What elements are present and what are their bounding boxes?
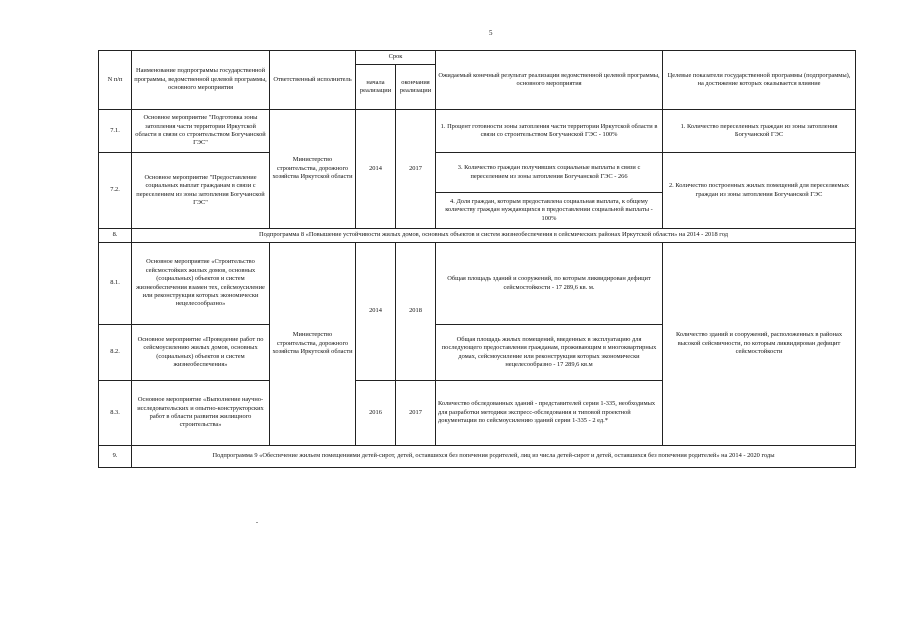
header-targets: Целевые показатели государственной программы (подпрограммы), на достижение которых оказывается влияние: [663, 51, 856, 110]
row-num: 8.2.: [99, 325, 132, 381]
row-executor: Министерство строительства, дорожного хозяйства Иркутской области: [270, 110, 356, 229]
row-name: Основное мероприятие "Подготовка зоны затопления части территории Иркутской области в связи со строительством Богучанской ГЭС": [132, 110, 270, 153]
row-start: 2014: [356, 243, 396, 381]
row-result: 3. Количество граждан получивших социальные выплаты в связи с переселением из зоны затопления Богучанской ГЭС - 266: [436, 153, 663, 193]
row-name: Основное мероприятие «Выполнение научно-исследовательских и опытно-конструкторских работ в области развития жилищного строительства»: [132, 381, 270, 446]
row-num: 9.: [99, 446, 132, 468]
header-start: начала реализации: [356, 65, 396, 110]
table-row-7-2: [99, 153, 856, 193]
row-result: 4. Доля граждан, которым предоставлена социальная выплата, к общему количеству граждан нуждающихся в предоставлении социальной выплаты - 100%: [436, 193, 663, 229]
row-target: 2. Количество построенных жилых помещений для переселяемых граждан из зоны затопления Богучанской ГЭС: [663, 153, 856, 229]
row-num: 8.: [99, 229, 132, 243]
header-name: Наименование подпрограммы государственной программы, ведомственной целевой программы, основного мероприятия: [132, 51, 270, 110]
row-end: 2018: [396, 243, 436, 381]
subprogram-title: Подпрограмма 8 «Повышение устойчивости жилых домов, основных объектов и систем жизнеобеспечения в сейсмических районах Иркутской области» на 2014 - 2018 год: [132, 229, 856, 243]
header-term: Срок: [356, 51, 436, 65]
row-num: 8.3.: [99, 381, 132, 446]
row-end: 2017: [396, 381, 436, 446]
row-result: 1. Процент готовности зоны затопления части территории Иркутской области в связи со строительством Богучанской ГЭС - 100%: [436, 110, 663, 153]
row-name: Основное мероприятие «Проведение работ по сейсмоусилению жилых домов, основных (социальных) объектов и систем жизнеобеспечения»: [132, 325, 270, 381]
row-result: Общая площадь жилых помещений, введенных в эксплуатацию для последующего предоставления гражданам, проживающим в многоквартирных домах, сейсмоусиление или реконструкция которых экономически нецелесообразно - 17 289,6 кв.м: [436, 325, 663, 381]
row-start: 2016: [356, 381, 396, 446]
row-target: Количество зданий и сооружений, расположенных в районах высокой сейсмичности, по которым ликвидирован дефицит сейсмостойкости: [663, 243, 856, 446]
header-result: Ожидаемый конечный результат реализации ведомственной целевой программы, основного мероприятия: [436, 51, 663, 110]
row-num: 7.1.: [99, 110, 132, 153]
subprogram-row-9: [99, 446, 856, 468]
header-row: [99, 51, 856, 65]
subprogram-title: Подпрограмма 9 «Обеспечение жильем помещениями детей-сирот, детей, оставшихся без попечения родителей, лиц из числа детей-сирот и детей, оставшихся без попечения родителей» на 2014 - 2020 годы: [132, 446, 856, 468]
page-number: 5: [489, 29, 493, 37]
table-row-8-1: [99, 243, 856, 325]
header-executor: Ответственный исполнитель: [270, 51, 356, 110]
header-end: окончания реализации: [396, 65, 436, 110]
row-executor: Министерство строительства, дорожного хозяйства Иркутской области: [270, 243, 356, 446]
row-num: 8.1.: [99, 243, 132, 325]
row-target: 1. Количество переселенных граждан из зоны затопления Богучанской ГЭС: [663, 110, 856, 153]
row-name: Основное мероприятие "Предоставление социальных выплат гражданам в связи с переселением из зоны затопления Богучанской ГЭС": [132, 153, 270, 229]
row-result: Общая площадь зданий и сооружений, по которым ликвидирован дефицит сейсмостойкости - 17 289,6 кв. м.: [436, 243, 663, 325]
header-num: N п/п: [99, 51, 132, 110]
row-name: Основное мероприятие «Строительство сейсмостойких жилых домов, основных (социальных) объектов и систем жизнеобеспечения взамен тех, сейсмоусиление или реконструкция которых экономически нецелесообразно»: [132, 243, 270, 325]
program-table: [98, 50, 856, 468]
table-row-7-1: [99, 110, 856, 153]
row-num: 7.2.: [99, 153, 132, 229]
row-end: 2017: [396, 110, 436, 229]
row-start: 2014: [356, 110, 396, 229]
subprogram-row-8: [99, 229, 856, 243]
row-result: Количество обследованных зданий - представителей серии 1-335, необходимых для разработки методики экспресс-обследования и типовой проектной документации по сейсмоусилению зданий серии 1-335 - 2 ед.*: [436, 381, 663, 446]
scan-speck: [256, 522, 258, 523]
